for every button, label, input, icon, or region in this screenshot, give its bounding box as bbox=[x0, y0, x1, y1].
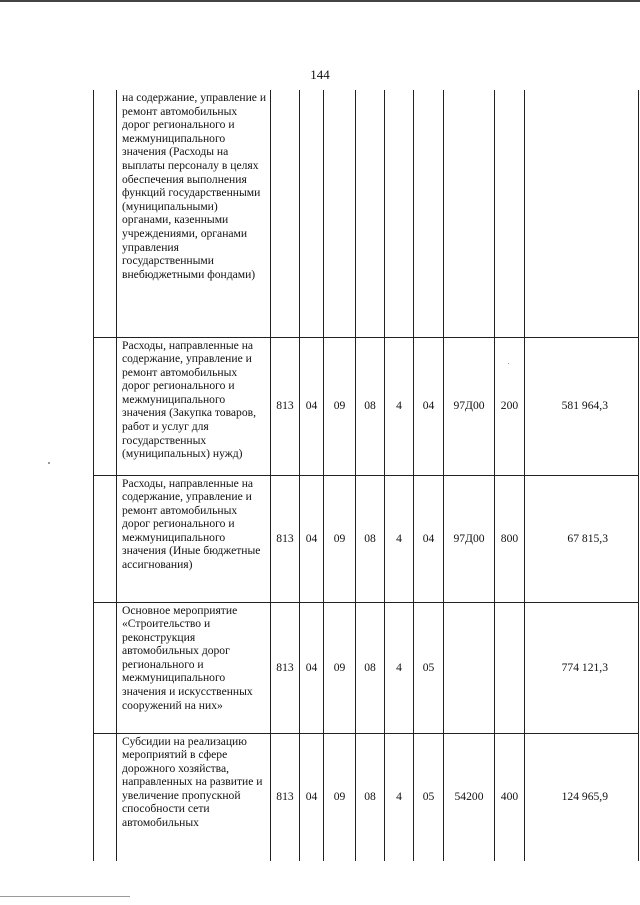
row-amount: 67 815,3 bbox=[525, 475, 639, 602]
row-code-col1: 813 bbox=[271, 733, 300, 861]
row-code-col3: 09 bbox=[324, 733, 356, 861]
row-code-col8 bbox=[495, 602, 525, 733]
row-code-col7 bbox=[444, 602, 495, 733]
row-code-col3: 09 bbox=[324, 602, 356, 733]
row-code-col2 bbox=[300, 90, 324, 337]
table-row bbox=[94, 475, 639, 602]
row-code-col4: 08 bbox=[356, 337, 385, 475]
table-row bbox=[94, 602, 639, 733]
row-code-col6: 04 bbox=[414, 337, 444, 475]
row-code-col1: 813 bbox=[271, 475, 300, 602]
row-code-col4: 08 bbox=[356, 733, 385, 861]
row-code-col6: 05 bbox=[414, 733, 444, 861]
row-code-col1 bbox=[271, 90, 300, 337]
row-code-col7 bbox=[444, 90, 495, 337]
page-number: 144 bbox=[310, 67, 330, 82]
row-code-col7: 97Д00 bbox=[444, 337, 495, 475]
row-amount: 581 964,3 bbox=[525, 337, 639, 475]
row-amount: 124 965,9 bbox=[525, 733, 639, 861]
row-description: Субсидии на реализацию мероприятий в сфере дорожного хозяйства, направленных на развитие и увеличение пропускной способности сети автомобильных bbox=[117, 733, 271, 861]
scan-speck bbox=[48, 462, 50, 464]
row-code-col1: 813 bbox=[271, 602, 300, 733]
row-code-col6: 05 bbox=[414, 602, 444, 733]
row-code-col8: 800 bbox=[495, 475, 525, 602]
row-code-col3 bbox=[324, 90, 356, 337]
budget-table bbox=[93, 90, 639, 861]
row-amount bbox=[525, 90, 639, 337]
table-row bbox=[94, 90, 639, 337]
row-code-col2: 04 bbox=[300, 602, 324, 733]
row-code-col2: 04 bbox=[300, 337, 324, 475]
row-code-col8: 200 bbox=[495, 337, 525, 475]
row-code-col5: 4 bbox=[385, 475, 414, 602]
row-blank-cell bbox=[94, 337, 117, 475]
row-code-col6 bbox=[414, 90, 444, 337]
scan-top-edge bbox=[0, 0, 640, 2]
row-code-col5: 4 bbox=[385, 602, 414, 733]
row-code-col2: 04 bbox=[300, 733, 324, 861]
row-code-col2: 04 bbox=[300, 475, 324, 602]
row-amount: 774 121,3 bbox=[525, 602, 639, 733]
row-blank-cell bbox=[94, 90, 117, 337]
row-description: Расходы, направленные на содержание, управление и ремонт автомобильных дорог регионального и межмуниципального значения (Закупка товаров, работ и услуг для государственных (муниципальных) нужд) bbox=[117, 337, 271, 475]
row-code-col5: 4 bbox=[385, 337, 414, 475]
row-code-col7: 97Д00 bbox=[444, 475, 495, 602]
row-blank-cell bbox=[94, 475, 117, 602]
row-code-col3: 09 bbox=[324, 475, 356, 602]
row-code-col5: 4 bbox=[385, 733, 414, 861]
row-code-col4 bbox=[356, 90, 385, 337]
row-code-col8: 400 bbox=[495, 733, 525, 861]
row-description: на содержание, управление и ремонт автомобильных дорог регионального и межмуниципального значения (Расходы на выплаты персоналу в целях обеспечения выполнения функций государственными (муниципальными) органами, казенными учреждениями, органами управления государственными внебюджетными фондами) bbox=[117, 90, 271, 337]
row-code-col4: 08 bbox=[356, 475, 385, 602]
row-code-col5 bbox=[385, 90, 414, 337]
row-code-col7: 54200 bbox=[444, 733, 495, 861]
row-blank-cell bbox=[94, 733, 117, 861]
scan-bottom-edge bbox=[0, 896, 130, 897]
row-code-col3: 09 bbox=[324, 337, 356, 475]
row-description: Расходы, направленные на содержание, управление и ремонт автомобильных дорог регионального и межмуниципального значения (Иные бюджетные ассигнования) bbox=[117, 475, 271, 602]
row-description: Основное мероприятие «Строительство и реконструкция автомобильных дорог регионального и межмуниципального значения и искусственных сооружений на них» bbox=[117, 602, 271, 733]
table-row bbox=[94, 337, 639, 475]
row-blank-cell bbox=[94, 602, 117, 733]
row-code-col8 bbox=[495, 90, 525, 337]
table-row bbox=[94, 733, 639, 861]
row-code-col6: 04 bbox=[414, 475, 444, 602]
row-code-col4: 08 bbox=[356, 602, 385, 733]
row-code-col1: 813 bbox=[271, 337, 300, 475]
